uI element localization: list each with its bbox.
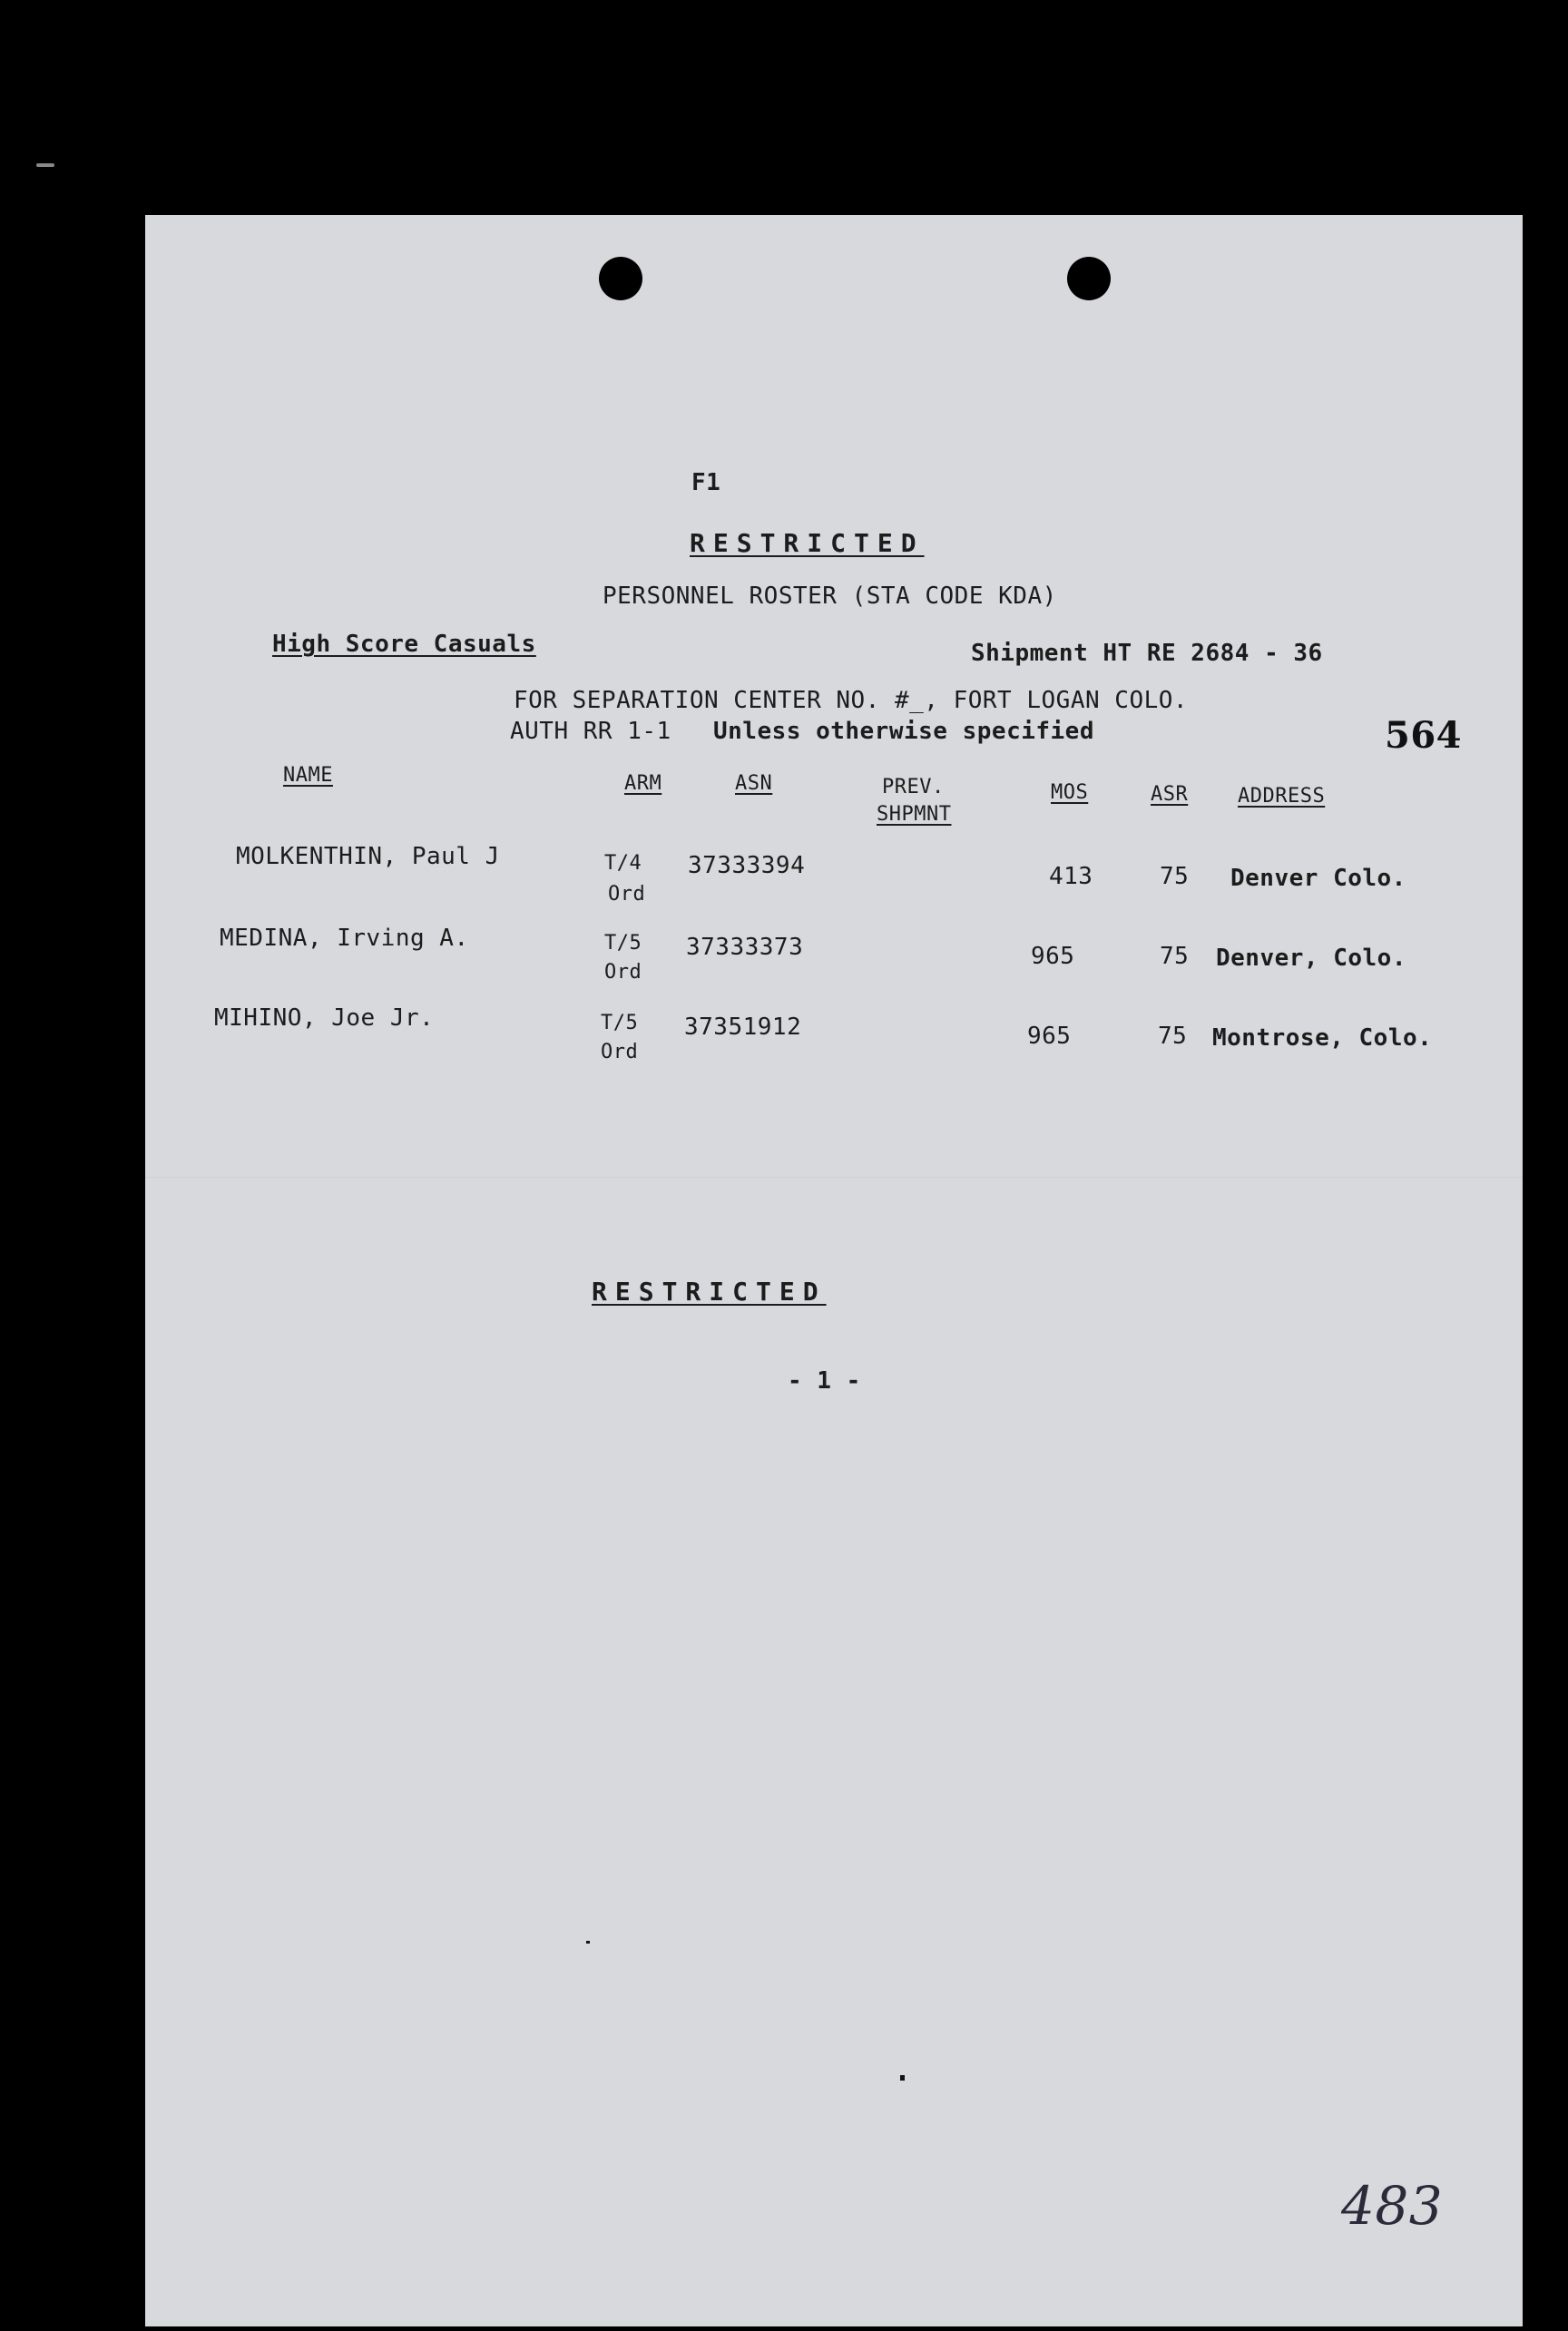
row-asn: 37333373 bbox=[686, 934, 804, 961]
roster-title: PERSONNEL ROSTER (STA CODE KDA) bbox=[603, 583, 1057, 610]
column-header-shipment: SHPMNT bbox=[877, 803, 952, 826]
row-arm: Ord bbox=[608, 883, 646, 906]
row-address: Montrose, Colo. bbox=[1212, 1024, 1433, 1052]
destination-line: FOR SEPARATION CENTER NO. #_, FORT LOGAN COLO. bbox=[514, 687, 1189, 714]
authority-line: AUTH RR 1-1 bbox=[510, 718, 671, 745]
column-header-address: ADDRESS bbox=[1238, 785, 1326, 808]
row-name: MOLKENTHIN, Paul J bbox=[236, 843, 500, 870]
row-grade: T/4 bbox=[604, 852, 642, 875]
page-number: - 1 - bbox=[788, 1367, 861, 1395]
row-asn: 37351912 bbox=[684, 1014, 802, 1041]
row-mos: 413 bbox=[1049, 863, 1093, 890]
row-grade: T/5 bbox=[604, 932, 642, 955]
row-mos: 965 bbox=[1031, 943, 1075, 970]
column-header-prev: PREV. bbox=[882, 776, 945, 798]
column-header-asn: ASN bbox=[735, 772, 773, 795]
edge-mark bbox=[36, 163, 54, 167]
row-mos: 965 bbox=[1027, 1023, 1072, 1050]
row-address: Denver Colo. bbox=[1230, 865, 1406, 892]
row-asr: 75 bbox=[1160, 863, 1190, 890]
column-header-asr: ASR bbox=[1151, 783, 1189, 806]
group-label: High Score Casuals bbox=[272, 631, 536, 658]
file-mark: F1 bbox=[691, 469, 721, 496]
page-fold bbox=[145, 1177, 1523, 1178]
column-header-name: NAME bbox=[283, 764, 333, 787]
row-name: MEDINA, Irving A. bbox=[220, 925, 469, 952]
row-asn: 37333394 bbox=[688, 852, 806, 879]
row-asr: 75 bbox=[1158, 1023, 1188, 1050]
ink-speck bbox=[586, 1941, 590, 1944]
shipment-number: Shipment HT RE 2684 - 36 bbox=[971, 640, 1323, 667]
ink-speck bbox=[900, 2075, 905, 2081]
row-asr: 75 bbox=[1160, 943, 1190, 970]
punch-hole-right bbox=[1067, 257, 1111, 300]
row-arm: Ord bbox=[604, 961, 642, 984]
row-arm: Ord bbox=[601, 1041, 639, 1063]
punch-hole-left bbox=[599, 257, 642, 300]
stamp-number: 564 bbox=[1385, 714, 1462, 757]
column-header-mos: MOS bbox=[1051, 781, 1089, 804]
handwritten-number: 483 bbox=[1341, 2175, 1444, 2237]
row-address: Denver, Colo. bbox=[1216, 945, 1406, 972]
authority-note: Unless otherwise specified bbox=[713, 718, 1094, 745]
row-name: MIHINO, Joe Jr. bbox=[214, 1004, 435, 1032]
classification-top: RESTRICTED bbox=[690, 528, 925, 558]
row-grade: T/5 bbox=[601, 1012, 639, 1034]
column-header-arm: ARM bbox=[624, 772, 662, 795]
document-page bbox=[145, 215, 1523, 2326]
classification-bottom: RESTRICTED bbox=[592, 1277, 827, 1307]
